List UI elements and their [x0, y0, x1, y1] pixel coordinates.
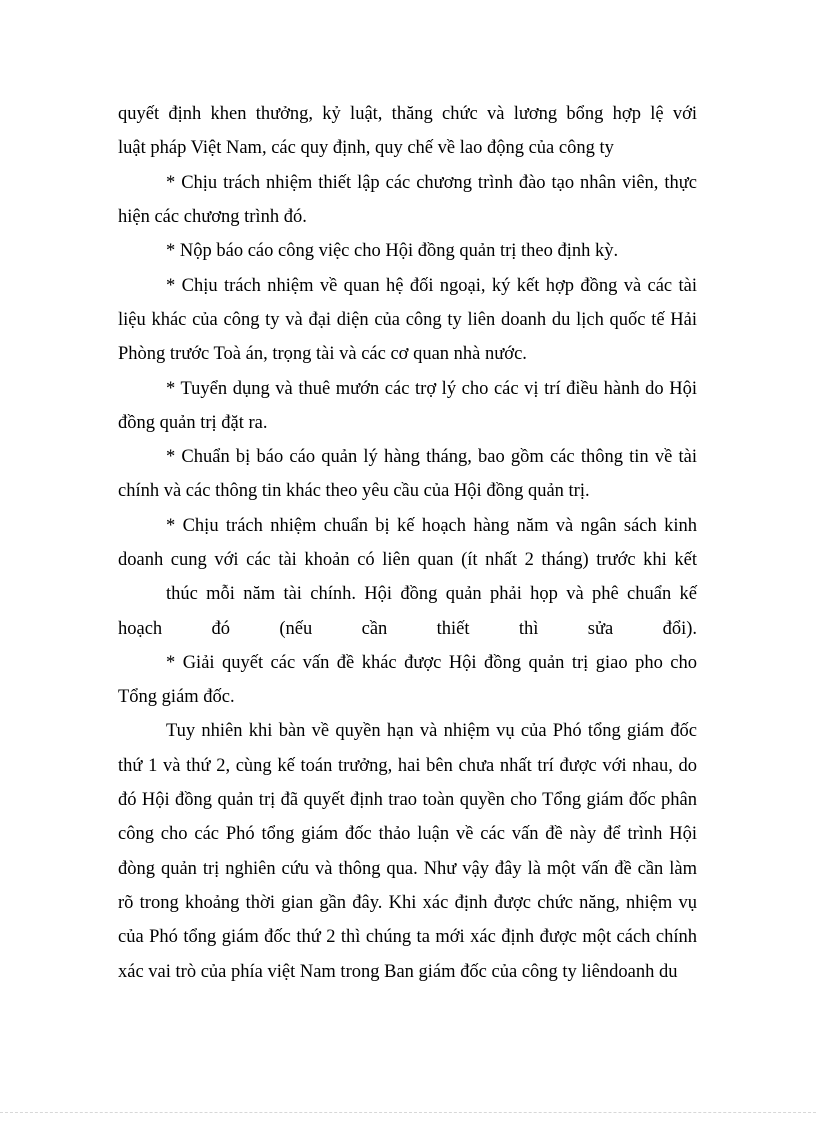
- text-line: đó Hội đồng quản trị đã quyết định trao toàn quyền cho Tổng giám đốc phân: [118, 790, 697, 810]
- text-line: * Giải quyết các vấn đề khác được Hội đồng quản trị giao pho cho: [166, 653, 697, 673]
- text-line: công cho các Phó tổng giám đốc thảo luận về các vấn đề này để trình Hội: [118, 824, 697, 844]
- text-line: đồng quản trị đặt ra.: [118, 413, 268, 433]
- text-line: luật pháp Việt Nam, các quy định, quy chế về lao động của công ty: [118, 138, 614, 158]
- text-line: * Chịu trách nhiệm về quan hệ đối ngoại, ký kết hợp đồng và các tài: [166, 276, 697, 296]
- text-line: Phòng trước Toà án, trọng tài và các cơ quan nhà nước.: [118, 344, 527, 364]
- text-line: thứ 1 và thứ 2, cùng kế toán trưởng, hai bên chưa nhất trí được với nhau, do: [118, 756, 697, 776]
- text-line: * Tuyển dụng và thuê mướn các trợ lý cho các vị trí điều hành do Hội: [166, 379, 697, 399]
- text-line: Tổng giám đốc.: [118, 687, 235, 707]
- text-line: xác vai trò của phía việt Nam trong Ban giám đốc của công ty liêndoanh du: [118, 962, 678, 982]
- text-line: * Nộp báo cáo công việc cho Hội đồng quản trị theo định kỳ.: [166, 241, 619, 261]
- text-line: hoạch đó (nếu cần thiết thì sửa đổi).: [118, 619, 697, 639]
- text-line: chính và các thông tin khác theo yêu cầu của Hội đồng quản trị.: [118, 481, 590, 501]
- text-line: đòng quản trị nghiên cứu và thông qua. Như vậy đây là một vấn đề cần làm: [118, 859, 697, 879]
- text-line: thúc mỗi năm tài chính. Hội đồng quản phải họp và phê chuẩn kế: [166, 584, 697, 604]
- page-bottom-rule: [0, 1112, 816, 1113]
- text-line: rõ trong khoảng thời gian gần đây. Khi xác định được chức năng, nhiệm vụ: [118, 893, 697, 913]
- text-line: Tuy nhiên khi bàn về quyền hạn và nhiệm vụ của Phó tổng giám đốc: [166, 721, 697, 741]
- text-line: quyết định khen thưởng, kỷ luật, thăng chức và lương bổng hợp lệ với: [118, 104, 697, 124]
- text-line: của Phó tổng giám đốc thứ 2 thì chúng ta mới xác định được một cách chính: [118, 927, 697, 947]
- text-line: * Chịu trách nhiệm thiết lập các chương trình đào tạo nhân viên, thực: [166, 173, 697, 193]
- text-line: doanh cung với các tài khoản có liên quan (ít nhất 2 tháng) trước khi kết: [118, 550, 697, 570]
- text-line: hiện các chương trình đó.: [118, 207, 307, 227]
- text-line: liệu khác của công ty và đại diện của công ty liên doanh du lịch quốc tế Hải: [118, 310, 697, 330]
- text-line: * Chuẩn bị báo cáo quản lý hàng tháng, bao gồm các thông tin về tài: [166, 447, 697, 467]
- text-line: * Chịu trách nhiệm chuẩn bị kế hoạch hàng năm và ngân sách kinh: [166, 516, 697, 536]
